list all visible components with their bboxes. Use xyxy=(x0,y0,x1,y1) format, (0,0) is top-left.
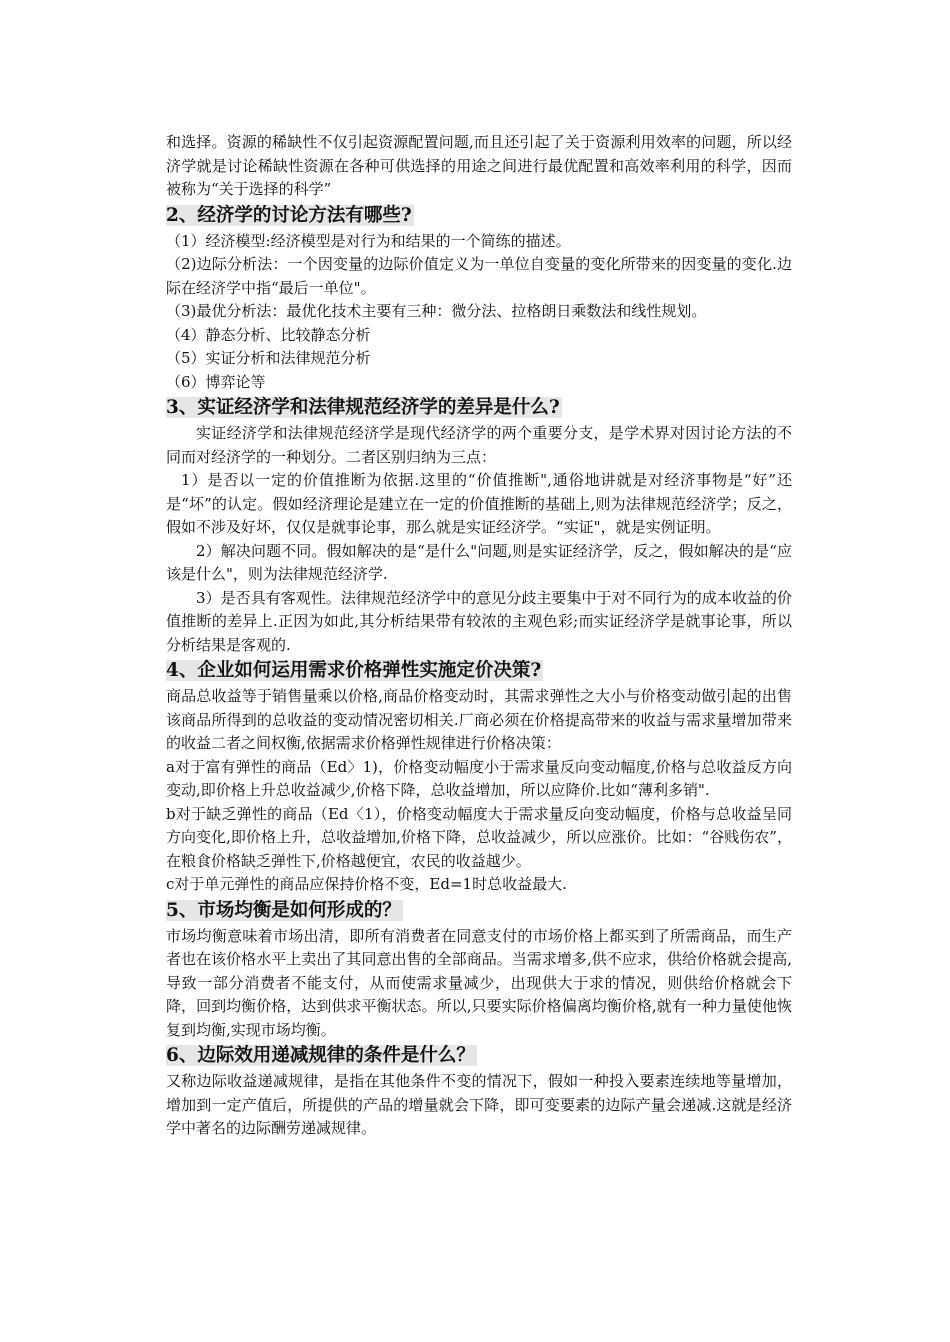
section-heading-2 xyxy=(166,203,792,229)
section-heading-text: 6、边际效用递减规律的条件是什么？ xyxy=(166,1045,475,1066)
section-heading-5 xyxy=(166,898,792,924)
pricing-case-a: a对于富有弹性的商品（Ed〉1)，价格变动幅度小于需求量反向变动幅度,价格与总收益反方向变动,即价格上升总收益减少,价格下降，总收益增加，所以应降价.比如“薄利多销". xyxy=(166,757,792,799)
diminishing-returns-paragraph: 又称边际收益递减规律，是指在其他条件不变的情况下，假如一种投入要素连续地等量增加，增加到一定产值后，所提供的产品的增量就会下降，即可变要素的边际产量会递减.这就是经济学中著名的边际酬劳递减规律。 xyxy=(166,1072,792,1137)
positive-normative-intro: 实证经济学和法律规范经济学是现代经济学的两个重要分支，是学术界对因讨论方法的不同而对经济学的一种划分。二者区别归纳为三点： xyxy=(166,424,792,466)
market-equilibrium-paragraph: 市场均衡意味着市场出清，即所有消费者在同意支付的市场价格上都买到了所需商品，而生产者也在该价格水平上卖出了其同意出售的全部商品。当需求增多,供不应求，供给价格就会提高,导致一部分消费者不能支付，从而使需求量减少，出现供大于求的情况，则供给价格就会下降，回到均衡价格，达到供求平衡状态。所以,只要实际价格偏离均衡价格,就有一种力量使他恢复到均衡,实现市场均衡。 xyxy=(166,926,792,1039)
section-heading-text: 2、经济学的讨论方法有哪些? xyxy=(166,204,412,226)
method-item-3: （3)最优分析法：最优化技术主要有三种：微分法、拉格朗日乘数法和线性规划。 xyxy=(166,302,707,320)
pricing-case-c: c对于单元弹性的商品应保持价格不变，Ed=1时总收益最大. xyxy=(166,875,567,893)
section-heading-4 xyxy=(166,658,792,684)
method-item-5: （5）实证分析和法律规范分析 xyxy=(166,349,371,367)
pricing-intro: 商品总收益等于销售量乘以价格,商品价格变动时，其需求弹性之大小与价格变动做引起的出售该商品所得到的总收益的变动情况密切相关.厂商必须在价格提高带来的收益与需求量增加带来的收益二者之间权衡,依据需求价格弹性规律进行价格决策： xyxy=(166,687,792,752)
method-item-4: （4）静态分析、比较静态分析 xyxy=(166,325,371,344)
method-item-1: （1）经济模型:经济模型是对行为和结果的一个简练的描述。 xyxy=(166,231,571,250)
difference-point-2: 2）解决问题不同。假如解决的是“是什么"问题,则是实证经济学，反之，假如解决的是“应该是什么"，则为法律规范经济学. xyxy=(166,541,792,583)
method-item-6: （6）博弈论等 xyxy=(166,372,266,391)
method-item-2: （2)边际分析法：一个因变量的边际价值定义为一单位自变量的变化所带来的因变量的变化.边际在经济学中指“最后一单位"。 xyxy=(166,255,792,297)
difference-point-3: 3）是否具有客观性。法律规范经济学中的意见分歧主要集中于对不同行为的成本收益的价值推断的差异上.正因为如此,其分析结果带有较浓的主观色彩;而实证经济学是就事论事，所以分析结果是客观的. xyxy=(166,588,792,654)
difference-point-1: 1）是否以一定的价值推断为依据.这里的“价值推断",通俗地讲就是对经济事物是“好”还是“坏”的认定。假如经济理论是建立在一定的价值推断的基础上,则为法律规范经济学；反之，假如不涉及好坏，仅仅是就事论事，那么就是实证经济学。“实证"，就是实例证明。 xyxy=(166,471,792,536)
section-heading-6 xyxy=(166,1043,792,1069)
section-heading-text: 4、企业如何运用需求价格弹性实施定价决策? xyxy=(166,660,542,681)
section-heading-text: 5、市场均衡是如何形成的？ xyxy=(166,899,401,921)
intro-paragraph: 和选择。资源的稀缺性不仅引起资源配置问题,而且还引起了关于资源利用效率的问题，所以经济学就是讨论稀缺性资源在各种可供选择的用途之间进行最优配置和高效率利用的科学，因而被称为“关于选择的科学” xyxy=(166,133,792,198)
section-heading-3 xyxy=(166,395,792,421)
document-page xyxy=(166,131,792,1141)
pricing-case-b: b对于缺乏弹性的商品（Ed〈1），价格变动幅度大于需求量反向变动幅度，价格与总收益呈同方向变化,即价格上升，总收益增加,价格下降，总收益减少，所以应涨价。比如：“谷贱伤农”，在粮食价格缺乏弹性下,价格越便宜，农民的收益越少。 xyxy=(166,804,792,870)
section-heading-text: 3、实证经济学和法律规范经济学的差异是什么? xyxy=(166,397,560,418)
